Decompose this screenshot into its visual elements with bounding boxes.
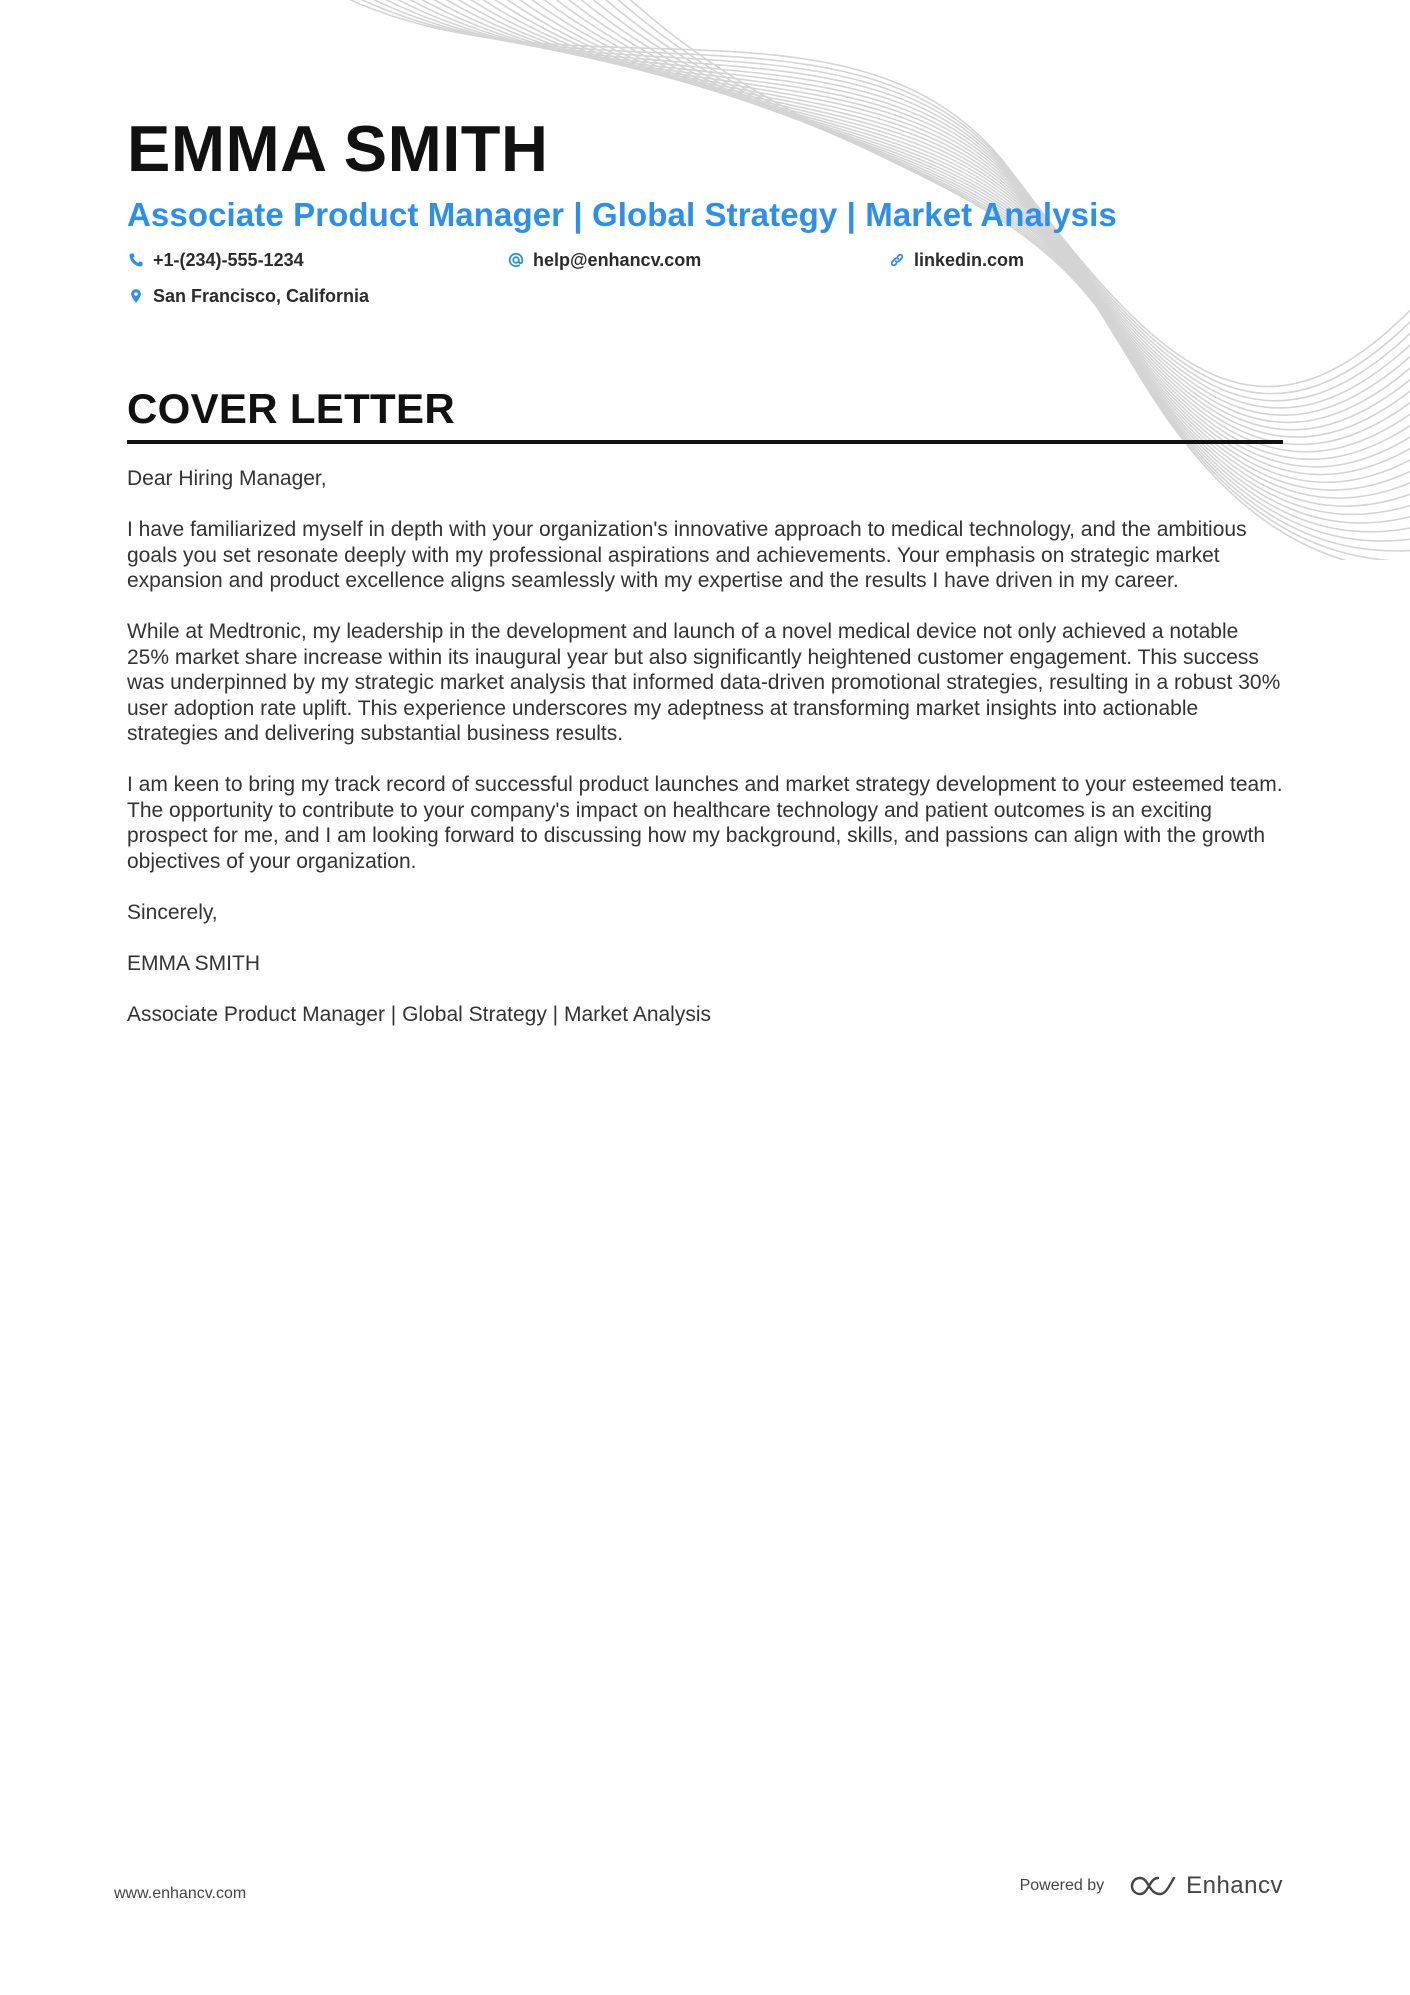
email-text: help@enhancv.com [533, 250, 702, 270]
letter-greeting: Dear Hiring Manager, [127, 467, 327, 490]
contact-info [127, 248, 1283, 318]
location-pin-icon [127, 287, 145, 305]
candidate-title: Associate Product Manager | Global Strategy | Market Analysis [127, 196, 1117, 233]
letter-closing: Sincerely, [127, 900, 218, 924]
letter-paragraph: While at Medtronic, my leadership in the development and launch of a novel medical device not only achieved a notable 25% market share increase within its inaugural year but also significantly heightened customer engagement. This success was underpinned by my strategic market analysis that informed data-driven promotional strategies, resulting in a robust 30% user adoption rate uplift. This experience underscores my adeptness at transforming market insights into actionable strategies and delivering substantial business results. [127, 620, 1281, 745]
footer-website[interactable]: www.enhancv.com [114, 1885, 247, 1902]
location-text: San Francisco, California [153, 286, 370, 306]
contact-phone[interactable] [127, 248, 304, 272]
at-icon [507, 251, 525, 269]
cover-letter-section [127, 384, 1283, 1053]
letter-paragraph: I am keen to bring my track record of successful product launches and market strategy development to your esteemed team. The opportunity to contribute to your company's impact on healthcare technology and patient outcomes is an exciting prospect for me, and I am looking forward to discussing how my background, skills, and passions can align with the growth objectives of your organization. [127, 773, 1283, 873]
linkedin-text: linkedin.com [914, 250, 1025, 270]
phone-text: +1-(234)-555-1234 [153, 250, 304, 270]
footer-branding [1020, 1872, 1283, 1900]
contact-location [127, 284, 369, 308]
link-icon [888, 251, 906, 269]
enhancv-logo-icon [1130, 1872, 1176, 1900]
resume-header [127, 110, 1283, 318]
section-title: COVER LETTER [127, 385, 455, 432]
enhancv-logo-text: Enhancv [1186, 1872, 1283, 1899]
letter-body [127, 466, 1283, 1027]
candidate-name: EMMA SMITH [127, 112, 549, 185]
section-divider [127, 440, 1283, 444]
letter-paragraph: I have familiarized myself in depth with your organization's innovative approach to medical technology, and the ambitious goals you set resonate deeply with my professional aspirations and achievements. Your emphasis on strategic market expansion and product excellence aligns seamlessly with my expertise and the results I have driven in my career. [127, 518, 1247, 592]
phone-icon [127, 251, 145, 269]
signature-name: EMMA SMITH [127, 951, 261, 975]
contact-linkedin[interactable] [888, 248, 1024, 272]
powered-by-label: Powered by [1019, 1877, 1105, 1894]
contact-email[interactable] [507, 248, 701, 272]
signature-title: Associate Product Manager | Global Strategy | Market Analysis [127, 1002, 712, 1026]
